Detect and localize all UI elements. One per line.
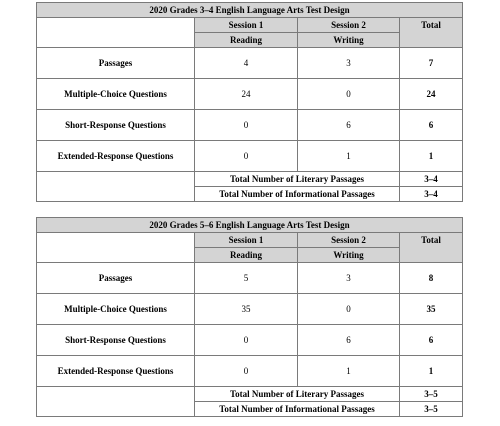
row-label: Short-Response Questions	[37, 325, 195, 356]
session-2-value: 1	[298, 356, 400, 387]
session-2-value: 6	[298, 325, 400, 356]
total-value: 1	[400, 356, 463, 387]
total-value: 35	[400, 294, 463, 325]
row-label: Multiple-Choice Questions	[37, 79, 195, 110]
table-row	[37, 356, 463, 387]
total-header: Total	[400, 18, 463, 48]
literary-summary-row	[37, 387, 463, 402]
session-2-value: 6	[298, 110, 400, 141]
session-1-header: Session 1	[195, 233, 298, 248]
session-1-header: Session 1	[195, 18, 298, 33]
literary-passages-label: Total Number of Literary Passages	[195, 387, 400, 402]
row-label: Short-Response Questions	[37, 110, 195, 141]
table-row	[37, 141, 463, 172]
test-design-table-grades-3-4	[36, 2, 463, 202]
informational-passages-value: 3–5	[400, 402, 463, 417]
total-value: 1	[400, 141, 463, 172]
table-row	[37, 325, 463, 356]
session-2-value: 3	[298, 48, 400, 79]
session-1-value: 0	[195, 110, 298, 141]
session-1-value: 4	[195, 48, 298, 79]
row-label: Extended-Response Questions	[37, 141, 195, 172]
total-header: Total	[400, 233, 463, 263]
session-2-value: 3	[298, 263, 400, 294]
total-value: 6	[400, 110, 463, 141]
row-label: Passages	[37, 48, 195, 79]
row-label: Multiple-Choice Questions	[37, 294, 195, 325]
writing-header: Writing	[298, 248, 400, 263]
session-2-header: Session 2	[298, 18, 400, 33]
table-title-row	[37, 218, 463, 233]
session-1-value: 0	[195, 325, 298, 356]
literary-passages-label: Total Number of Literary Passages	[195, 172, 400, 187]
table-title: 2020 Grades 3–4 English Language Arts Test Design	[37, 3, 463, 18]
table-title-row	[37, 3, 463, 18]
session-header-row	[37, 18, 463, 33]
session-header-row	[37, 233, 463, 248]
session-2-value: 0	[298, 79, 400, 110]
table-row	[37, 110, 463, 141]
literary-summary-row	[37, 172, 463, 187]
informational-passages-value: 3–4	[400, 187, 463, 202]
summary-blank-cell	[37, 172, 195, 202]
informational-passages-label: Total Number of Informational Passages	[195, 402, 400, 417]
summary-blank-cell	[37, 387, 195, 417]
session-1-value: 0	[195, 356, 298, 387]
informational-passages-label: Total Number of Informational Passages	[195, 187, 400, 202]
session-2-header: Session 2	[298, 233, 400, 248]
session-2-value: 0	[298, 294, 400, 325]
total-value: 7	[400, 48, 463, 79]
total-value: 6	[400, 325, 463, 356]
table-row	[37, 48, 463, 79]
reading-header: Reading	[195, 33, 298, 48]
row-label: Extended-Response Questions	[37, 356, 195, 387]
total-value: 8	[400, 263, 463, 294]
header-blank-cell	[37, 18, 195, 48]
session-2-value: 1	[298, 141, 400, 172]
literary-passages-value: 3–5	[400, 387, 463, 402]
table-row	[37, 79, 463, 110]
header-blank-cell	[37, 233, 195, 263]
reading-header: Reading	[195, 248, 298, 263]
table-row	[37, 263, 463, 294]
literary-passages-value: 3–4	[400, 172, 463, 187]
writing-header: Writing	[298, 33, 400, 48]
table-title: 2020 Grades 5–6 English Language Arts Test Design	[37, 218, 463, 233]
test-design-table-grades-5-6	[36, 217, 463, 417]
session-1-value: 24	[195, 79, 298, 110]
session-1-value: 35	[195, 294, 298, 325]
table-row	[37, 294, 463, 325]
session-1-value: 5	[195, 263, 298, 294]
session-1-value: 0	[195, 141, 298, 172]
total-value: 24	[400, 79, 463, 110]
row-label: Passages	[37, 263, 195, 294]
